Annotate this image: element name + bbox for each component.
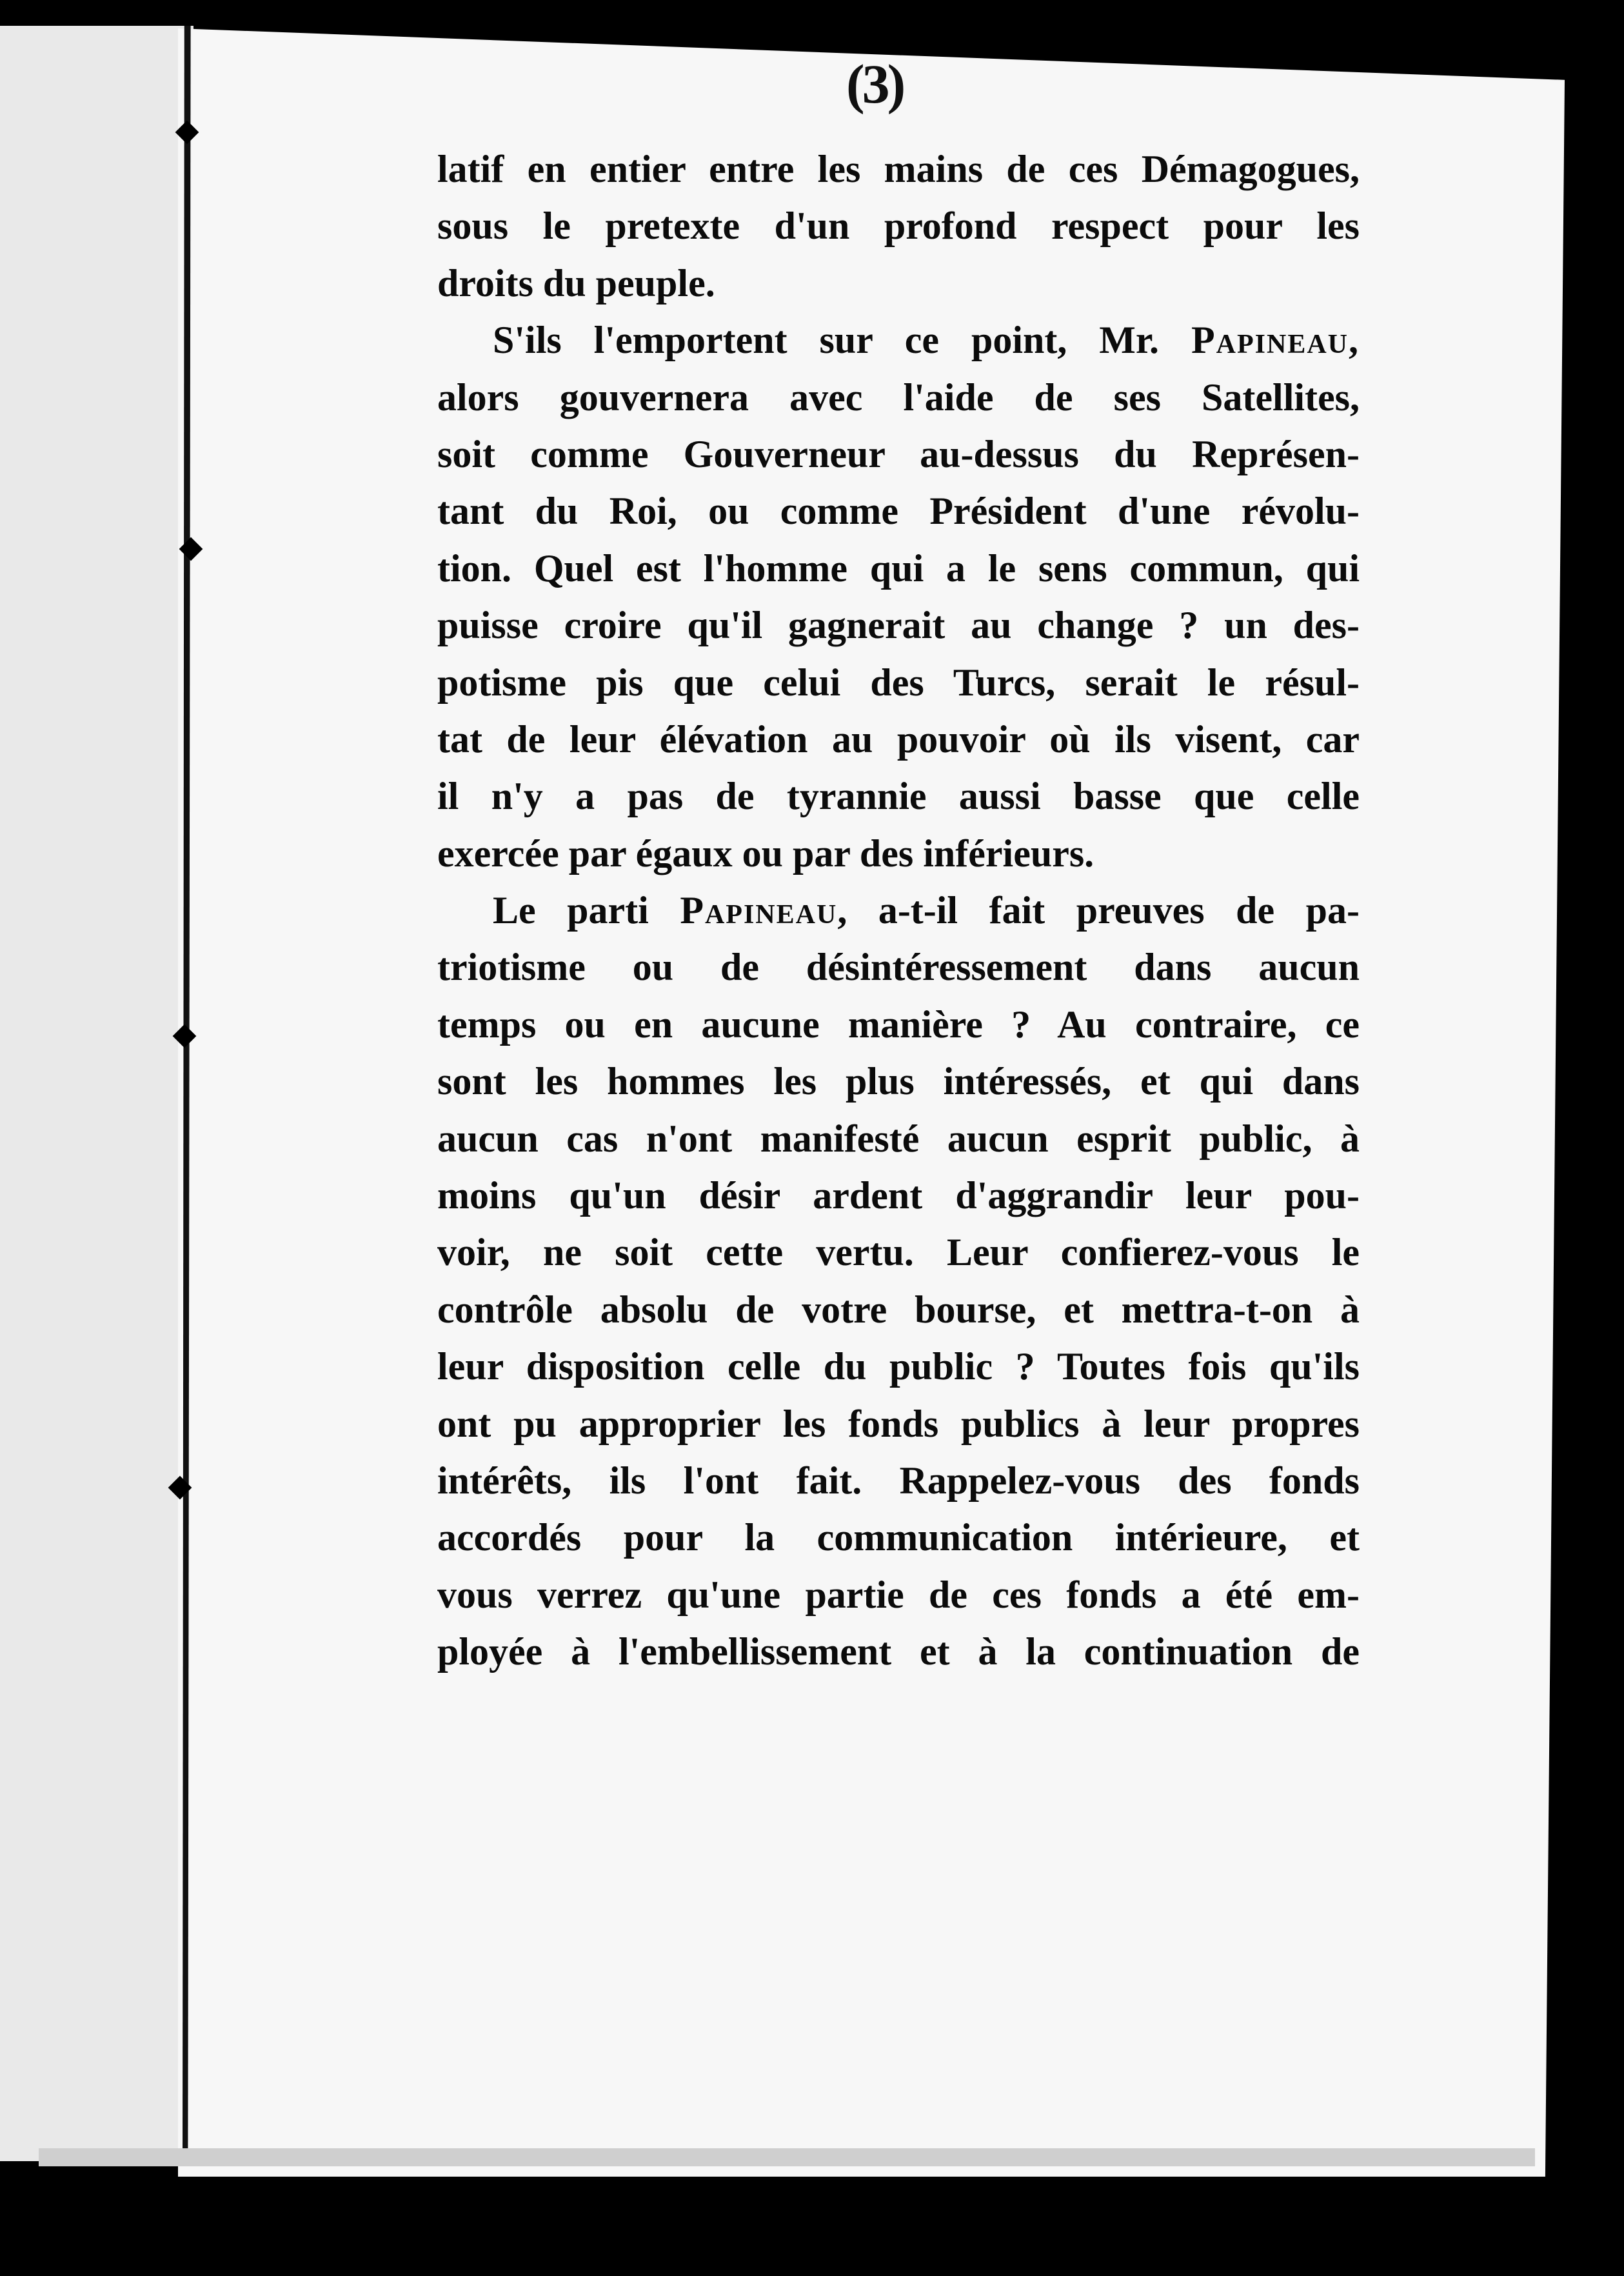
text-line: intérêts, ils l'ont fait. Rappelez-vous des fonds (437, 1459, 1360, 1502)
page-bottom-edge (39, 2148, 1535, 2166)
text-line: aucun cas n'ont manifesté aucun esprit public, à (437, 1117, 1360, 1160)
paragraph (437, 312, 1360, 882)
facing-page-edge (0, 26, 193, 2161)
text-line: sont les hommes les plus intéressés, et qui dans (437, 1060, 1360, 1103)
text-line: ont pu approprier les fonds publics à leur propres (437, 1402, 1360, 1445)
text-line: contrôle absolu de votre bourse, et mettra-t-on à (437, 1288, 1360, 1331)
text-line (437, 882, 1360, 939)
text-line (437, 312, 1360, 368)
text-line: accordés pour la communication intérieure, et (437, 1516, 1360, 1559)
text-line: soit comme Gouverneur au-dessus du Représen- (437, 432, 1360, 475)
text-line: sous le pretexte d'un profond respect pour les (437, 205, 1360, 248)
text-line: puisse croire qu'il gagnerait au change ? un des- (437, 604, 1360, 647)
text-line: potisme pis que celui des Turcs, serait le résul- (437, 661, 1360, 704)
text-line: leur disposition celle du public ? Toutes fois qu'ils (437, 1345, 1360, 1388)
text-line: tant du Roi, ou comme Président d'une révolu- (437, 490, 1360, 533)
text-line: tion. Quel est l'homme qui a le sens commun, qui (437, 546, 1360, 590)
text-line: voir, ne soit cette vertu. Leur confierez-vous le (437, 1231, 1360, 1274)
text-line: temps ou en aucune manière ? Au contraire, ce (437, 1003, 1360, 1046)
text-line: vous verrez qu'une partie de ces fonds a été em- (437, 1573, 1360, 1616)
line-text: Le parti (493, 889, 680, 932)
paragraph (437, 141, 1360, 312)
text-line: ployée à l'embellissement et à la continuation de (437, 1630, 1360, 1673)
text-line: il n'y a pas de tyrannie aussi basse que celle (437, 775, 1360, 818)
text-line: moins qu'un désir ardent d'aggrandir leur pou- (437, 1174, 1360, 1217)
text-line: droits du peuple. (437, 261, 715, 304)
proper-name: Papineau (680, 889, 838, 932)
text-line: exercée par égaux ou par des inférieurs. (437, 832, 1094, 875)
page-number: (3) (846, 53, 904, 115)
text-line: tat de leur élévation au pouvoir où ils visent, car (437, 717, 1360, 761)
proper-name: Papineau, (1191, 319, 1360, 362)
line-text: S'ils l'emportent sur ce point, Mr. (493, 319, 1191, 362)
body-text (437, 141, 1360, 1681)
text-line: latif en entier entre les mains de ces Démagogues, (437, 148, 1360, 190)
paragraph (437, 882, 1360, 1680)
text-line: triotisme ou de désintéressement dans aucun (437, 946, 1360, 989)
text-line: alors gouvernera avec l'aide de ses Satellites, (437, 375, 1360, 419)
line-text: , a-t-il fait preuves de pa- (837, 889, 1360, 932)
